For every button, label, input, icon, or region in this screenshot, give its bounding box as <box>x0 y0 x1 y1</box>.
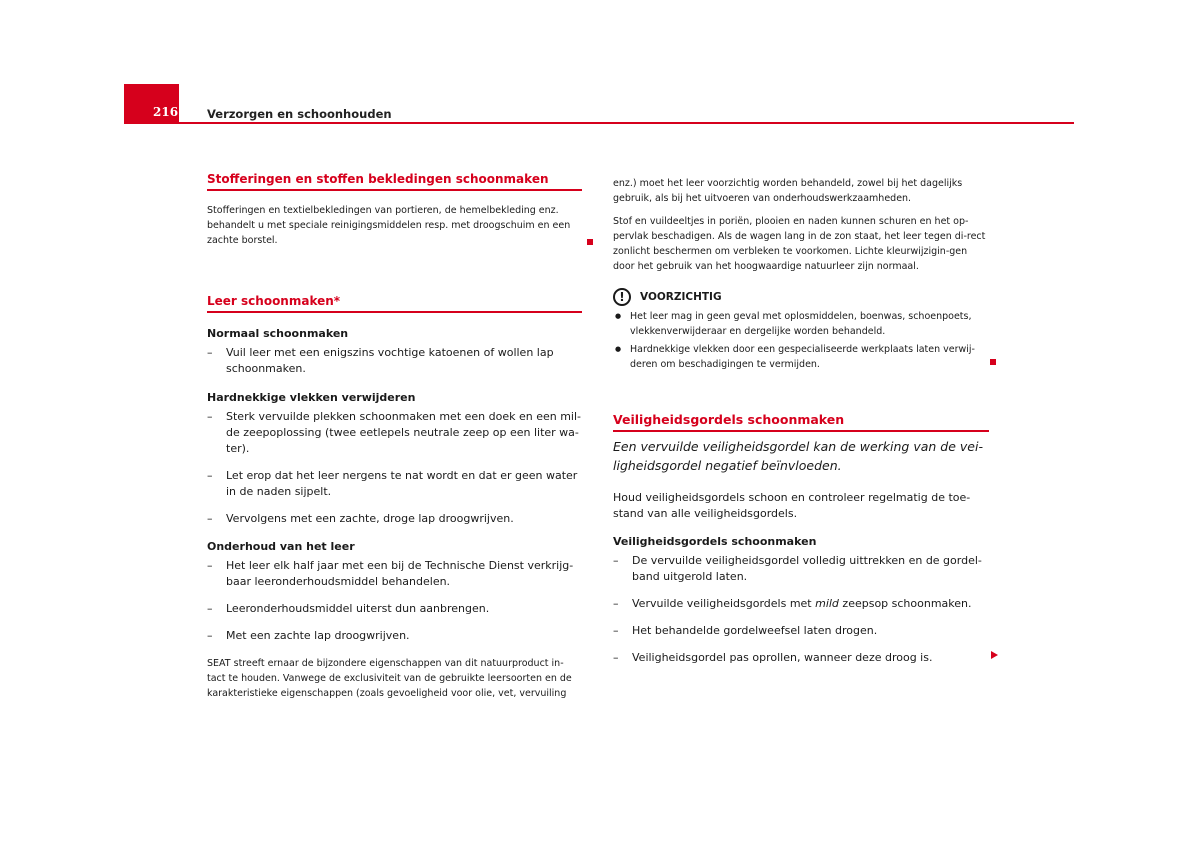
list-item: – Let erop dat het leer nergens te nat wordt en dat er geen water in de naden sijpelt. <box>207 468 582 500</box>
running-title: Verzorgen en schoonhouden <box>207 107 392 121</box>
subhead-gordels: Veiligheidsgordels schoonmaken <box>613 535 817 548</box>
gordel-body: Houd veiligheidsgordels schoon en controleer regelmatig de toe-stand van alle veiligheidsgordels. <box>613 491 971 520</box>
leer-continued-2: Stof en vuildeeltjes in poriën, plooien en naden kunnen schuren en het op-pervlak beschadigen. Als de wagen lang in de zon staat, het leer tegen di-rect zonlicht beschermen om verbleken te voorkomen. Lichte kleurwijzigin-gen door het gebruik van het hoogwaardige natuurleer zijn normaal. <box>613 216 986 272</box>
subhead-onderhoud: Onderhoud van het leer <box>207 540 355 553</box>
list-item: – Het leer elk half jaar met een bij de Technische Dienst verkrijg-baar leeronderhoudsmiddel behandelen. <box>207 558 582 590</box>
list-item <box>613 596 989 612</box>
heading-veiligheidsgordels: Veiligheidsgordels schoonmaken <box>613 412 989 432</box>
stofferingen-body: Stofferingen en textielbekledingen van portieren, de hemelbekleding enz. behandelt u met speciale reinigingsmiddelen resp. met droogschuim en een zachte borstel. <box>207 205 571 246</box>
leer-continued-1: enz.) moet het leer voorzichtig worden behandeld, zowel bij het dagelijks gebruik, als bij het uitvoeren van onderhoudswerkzaamheden. <box>613 178 963 204</box>
list-item: – Sterk vervuilde plekken schoonmaken met een doek en een mil-de zeepoplossing (twee eetlepels neutrale zeep op een liter wa-ter). <box>207 409 582 457</box>
list-item: – Met een zachte lap droogwrijven. <box>207 628 582 644</box>
list-item: – Vuil leer met een enigszins vochtige katoenen of wollen lap schoonmaken. <box>207 345 582 377</box>
section-end-mark <box>587 239 593 245</box>
list-item: – Veiligheidsgordel pas oprollen, wanneer deze droog is. <box>613 650 989 666</box>
subhead-hardnekkig: Hardnekkige vlekken verwijderen <box>207 391 416 404</box>
warning-icon: ! <box>613 288 631 306</box>
left-column <box>207 172 582 701</box>
warning-title: VOORZICHTIG <box>640 291 722 303</box>
subhead-normaal: Normaal schoonmaken <box>207 327 349 340</box>
right-column <box>613 176 989 666</box>
continue-arrow-icon <box>991 651 998 659</box>
warning-item: ● Het leer mag in geen geval met oplosmiddelen, boenwas, schoenpoets, vlekkenverwijderaar en dergelijke worden behandeld. <box>613 309 989 339</box>
item-text: Vervuilde veiligheidsgordels met <box>632 597 816 610</box>
list-item: – Het behandelde gordelweefsel laten drogen. <box>613 623 989 639</box>
list-item: – De vervuilde veiligheidsgordel volledig uittrekken en de gordel-band uitgerold laten. <box>613 553 989 585</box>
list-item: – Vervolgens met een zachte, droge lap droogwrijven. <box>207 511 582 527</box>
heading-leer: Leer schoonmaken* <box>207 294 582 313</box>
page-number-tab <box>124 84 179 124</box>
heading-stofferingen: Stofferingen en stoffen bekledingen schoonmaken <box>207 172 582 191</box>
warning-box <box>613 288 989 372</box>
list-item: – Leeronderhoudsmiddel uiterst dun aanbrengen. <box>207 601 582 617</box>
item-emphasis: mild <box>815 597 839 610</box>
header-rule <box>179 122 1074 124</box>
page-number: 216 <box>153 105 179 119</box>
item-text: zeepsop schoonmaken. <box>838 597 972 610</box>
leer-closing-text: SEAT streeft ernaar de bijzondere eigenschappen van dit natuurproduct in-tact te houden. Vanwege de exclusiviteit van de gebruikte leersoorten en de karakteristieke eigenschappen (zoals gevoeligheid voor olie, vet, vervuiling <box>207 658 572 699</box>
warning-item: ● Hardnekkige vlekken door een gespecialiseerde werkplaats laten verwij-deren om beschadigingen te vermijden. <box>613 342 989 372</box>
section-end-mark <box>990 359 996 365</box>
warning-header <box>613 288 989 306</box>
gordel-lede: Een vervuilde veiligheidsgordel kan de werking van de vei-ligheidsgordel negatief beïnvloeden. <box>613 439 983 473</box>
